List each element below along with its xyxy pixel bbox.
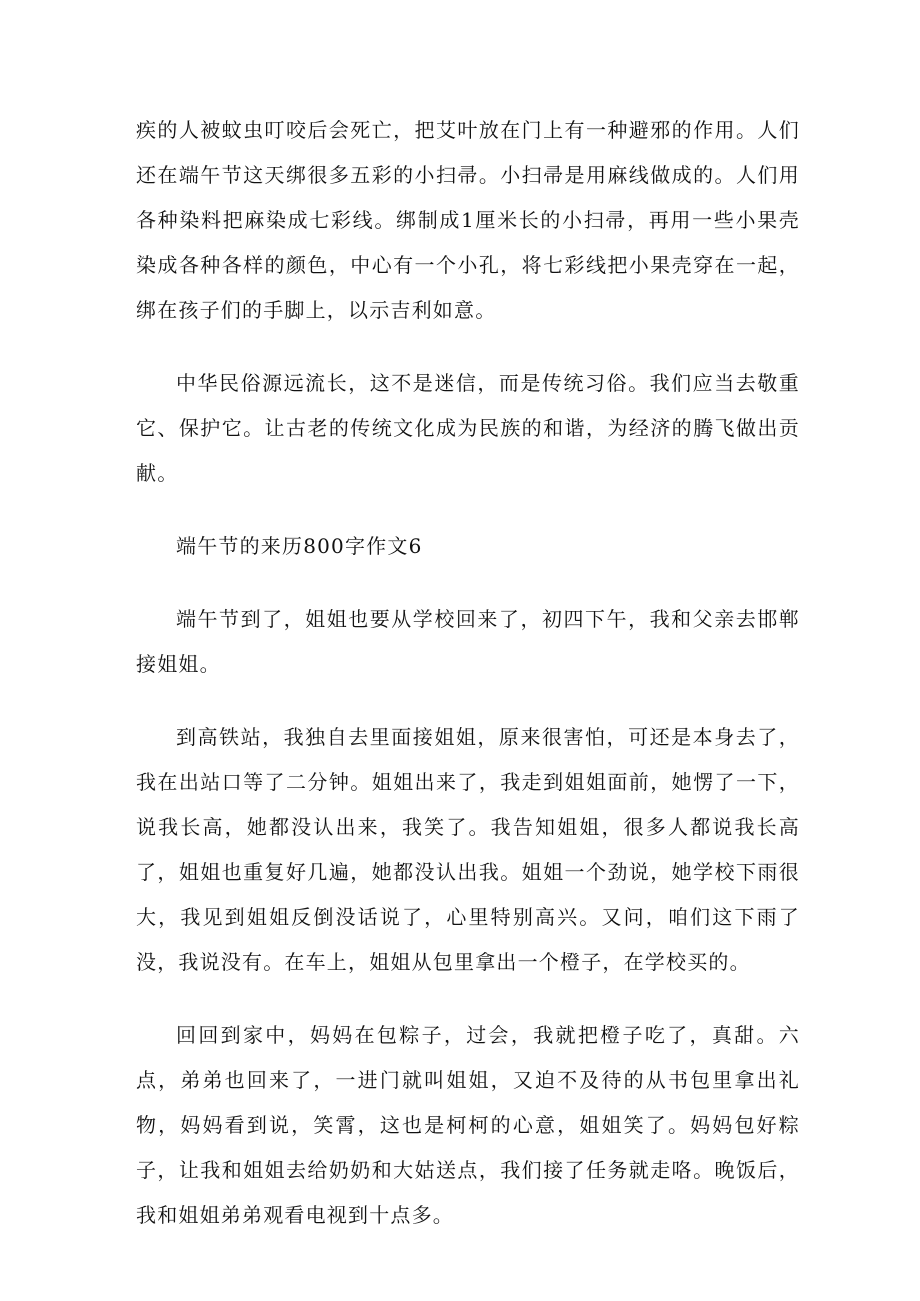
essay-paragraph: 回回到家中，妈妈在包粽子，过会，我就把橙子吃了，真甜。六点，弟弟也回来了，一进门就叫姐姐，又迫不及待的从书包里拿出礼物，妈妈看到说，笑霄，这也是柯柯的心意，姐姐笑了。妈妈包好粽子，让我和姐姐去给奶奶和大姑送点，我们接了任务就走咯。晚饭后，我和姐姐弟弟观看电视到十点多。 xyxy=(136,1023,800,1227)
document-body xyxy=(136,108,800,1266)
essay-paragraph: 端午节到了，姐姐也要从学校回来了，初四下午，我和父亲去邯郸接姐姐。 xyxy=(136,607,800,676)
essay-heading: 端午节的来历800字作文6 xyxy=(176,534,423,558)
essay-paragraph: 到高铁站，我独自去里面接姐姐，原来很害怕，可还是本身去了，我在出站口等了二分钟。姐姐出来了，我走到姐姐面前，她愣了一下，说我长高，她都没认出来，我笑了。我告知姐姐，很多人都说我长高了，姐姐也重复好几遍，她都没认出我。姐姐一个劲说，她学校下雨很大，我见到姐姐反倒没话说了，心里特别高兴。又问，咱们这下雨了没，我说没有。在车上，姐姐从包里拿出一个橙子，在学校买的。 xyxy=(136,725,800,974)
paragraph-conclusion: 中华民俗源远流长，这不是迷信，而是传统习俗。我们应当去敬重它、保护它。让古老的传统文化成为民族的和谐，为经济的腾飞做出贡献。 xyxy=(136,371,800,485)
paragraph-continuation: 疾的人被蚊虫叮咬后会死亡，把艾叶放在门上有一种避邪的作用。人们还在端午节这天绑很多五彩的小扫帚。小扫帚是用麻线做成的。人们用各种染料把麻染成七彩线。绑制成1厘米长的小扫帚，再用一些小果壳染成各种各样的颜色，中心有一个小孔，将七彩线把小果壳穿在一起，绑在孩子们的手脚上，以示吉利如意。 xyxy=(136,118,800,322)
